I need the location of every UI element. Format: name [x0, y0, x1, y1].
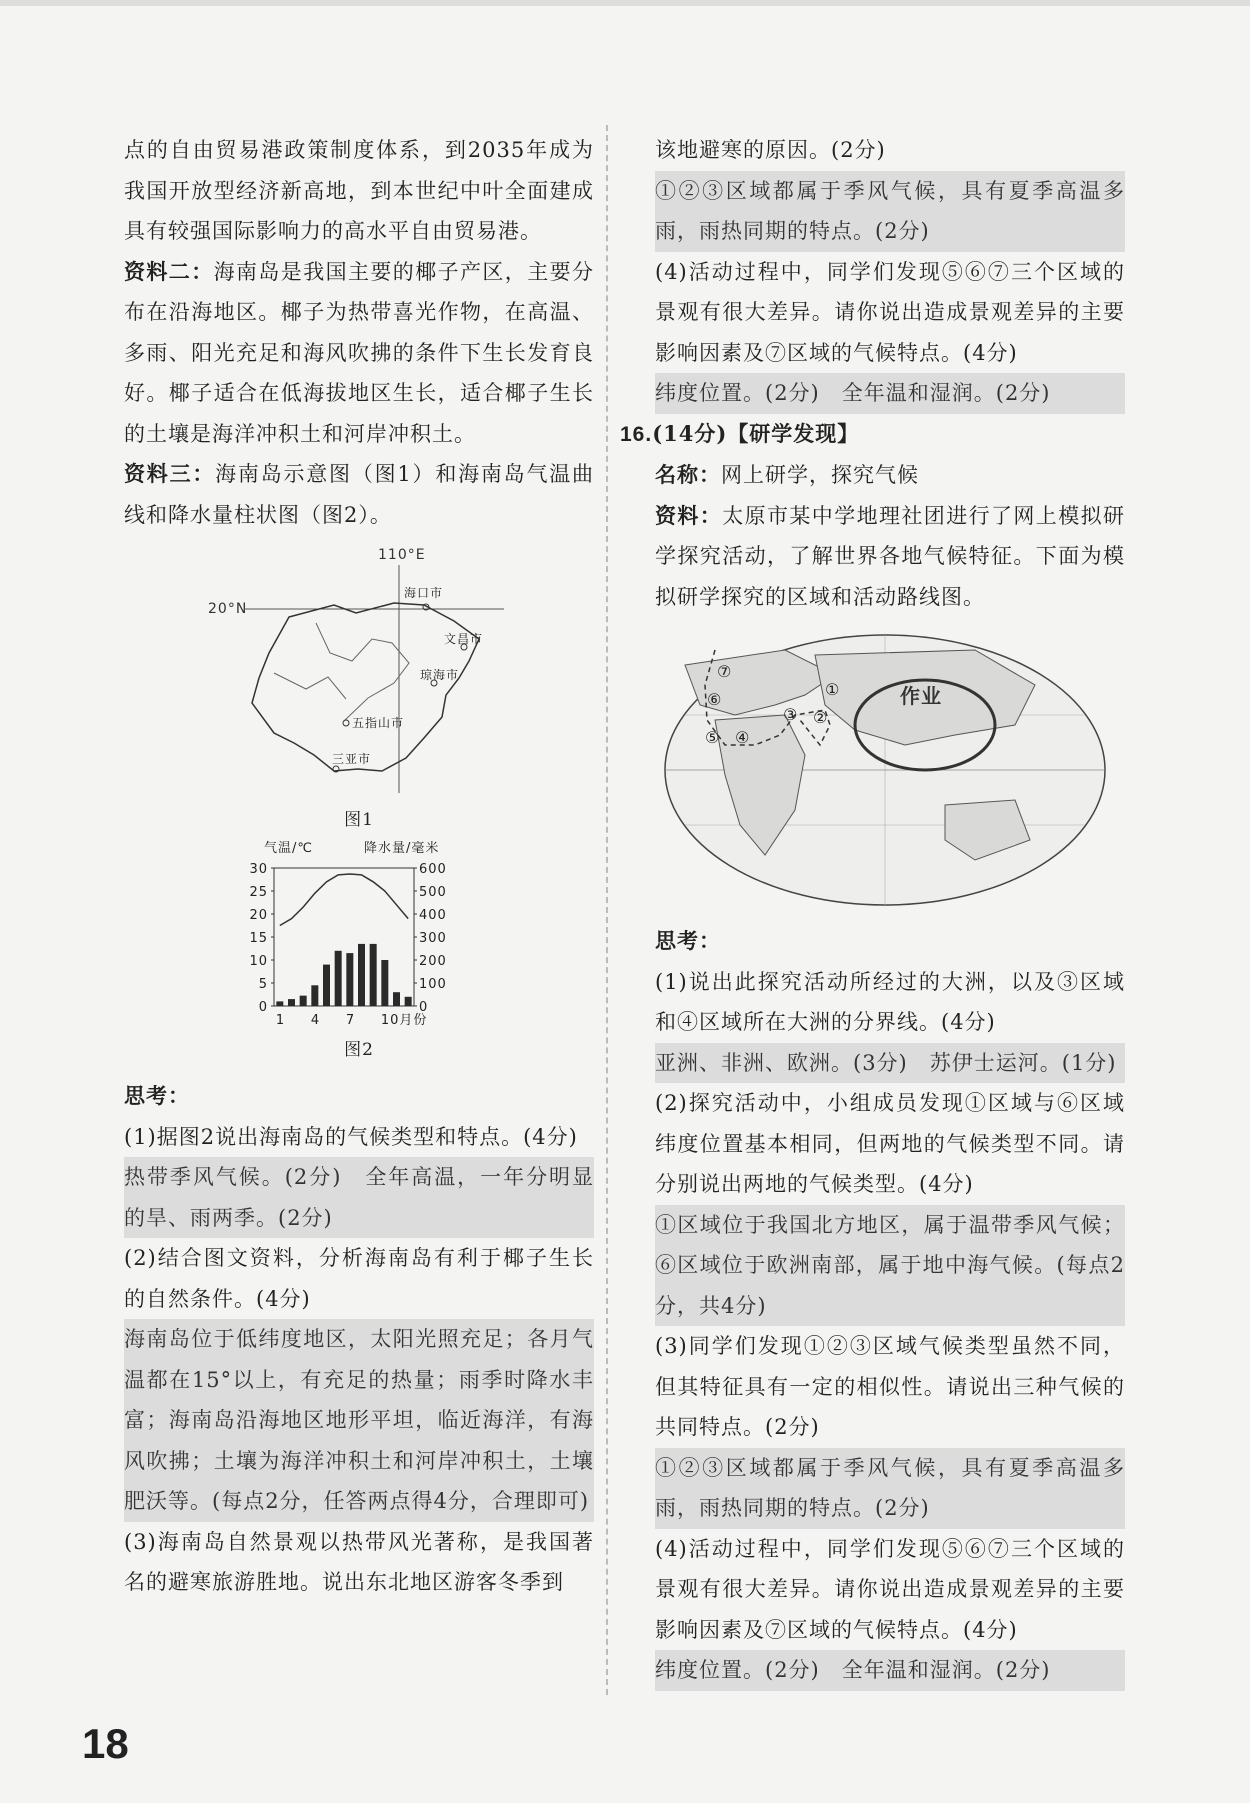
- climate-chart-figure: [124, 838, 594, 1038]
- q16-question-2: (2)探究活动中，小组成员发现①区域与⑥区域纬度位置基本相同，但两地的气候类型不同。请分别说出两地的气候类型。(4分): [655, 1091, 1125, 1196]
- wuzhishan-label: 五指山市: [352, 716, 405, 730]
- activity-material-label: 资料：: [655, 502, 723, 528]
- figure-1-caption: 图1: [344, 810, 374, 830]
- chart-precip-bar: [276, 1001, 283, 1006]
- activity-material-text: 太原市某中学地理社团进行了网上模拟研学探究活动，了解世界各地气候特征。下面为模拟研学探究的区域和活动路线图。: [655, 503, 1126, 609]
- material-two: [124, 252, 594, 455]
- hainan-map-figure: [124, 543, 594, 808]
- chart-precip-bar: [405, 997, 412, 1006]
- chart-plot-frame: [274, 868, 414, 1006]
- q16-answer-1: 亚洲、非洲、欧洲。(3分) 苏伊士运河。(1分): [655, 1043, 1125, 1084]
- right-question-3-cont: 该地避寒的原因。(2分): [655, 138, 886, 162]
- map-label-1: ①: [825, 680, 841, 699]
- question-16-header: [620, 414, 1125, 456]
- chart-precip-bar: [335, 951, 342, 1006]
- q16-answer-2: ①区域位于我国北方地区，属于温带季风气候；⑥区域位于欧洲南部，属于地中海气候。(每点2分，共4分): [655, 1205, 1125, 1327]
- chart-x-tick: 7: [345, 1013, 356, 1028]
- q16-question-1: (1)说出此探究活动所经过的大洲，以及③区域和④区域所在大洲的分界线。(4分): [655, 969, 1125, 1034]
- map-label-5: ⑤: [705, 728, 721, 747]
- wuzhishan-marker: [343, 720, 349, 726]
- chart-precip-tick: 500: [419, 885, 447, 900]
- chart-precip-bar: [358, 944, 365, 1006]
- chart-precip-bar: [288, 999, 295, 1006]
- wenchang-label: 文昌市: [444, 632, 484, 646]
- top-border: [0, 0, 1250, 6]
- chart-temp-tick: 5: [258, 977, 268, 992]
- right-answer-4: 纬度位置。(2分) 全年温和湿润。(2分): [655, 373, 1125, 414]
- material-three: [124, 454, 594, 535]
- chart-x-tick: 4: [310, 1013, 321, 1028]
- left-intro-text: 点的自由贸易港政策制度体系，到2035年成为我国开放型经济新高地，到本世纪中叶全面建成具有较强国际影响力的高水平自由贸易港。: [124, 138, 594, 243]
- q16-question-4: (4)活动过程中，同学们发现⑤⑥⑦三个区域的景观有很大差异。请你说出造成景观差异的主要影响因素及⑦区域的气候特点。(4分): [655, 1536, 1125, 1642]
- chart-precip-bar: [370, 944, 377, 1006]
- chart-x-tick: 1: [275, 1013, 286, 1028]
- left-answer-1: 热带季风气候。(2分) 全年高温，一年分明显的旱、雨两季。(2分): [124, 1157, 594, 1238]
- left-column: [124, 130, 594, 1603]
- chart-precip-bar: [311, 985, 318, 1006]
- left-answer-2: 海南岛位于低纬度地区，太阳光照充足；各月气温都在15°以上，有充足的热量；雨季时降水丰富；海南岛沿海地区地形平坦，临近海洋，有海风吹拂；土壤为海洋冲积土和河岸冲积土，土壤肥沃等。(每点2分，任答两点得4分，合理即可): [124, 1319, 594, 1522]
- chart-temp-tick: 30: [249, 862, 268, 877]
- chart-precip-tick: 0: [419, 1000, 429, 1015]
- qionghai-label: 琼海市: [420, 668, 460, 682]
- figure-2-caption: 图2: [344, 1040, 374, 1060]
- map-label-6: ⑥: [707, 690, 723, 709]
- q16-answer-4: 纬度位置。(2分) 全年温和湿润。(2分): [655, 1650, 1125, 1691]
- question-16-number: 16.: [620, 422, 653, 446]
- haikou-label: 海口市: [404, 586, 444, 600]
- world-route-map: [655, 625, 1125, 915]
- right-column: [620, 130, 1126, 1691]
- chart-precip-bar: [381, 960, 388, 1006]
- chart-temp-axis-label: 气温/℃: [264, 841, 313, 856]
- left-think-label: 思考：: [124, 1083, 190, 1108]
- map-longitude-label: 110°E: [378, 547, 426, 563]
- chart-temp-tick: 20: [249, 908, 268, 923]
- q16-answer-3: ①②③区域都属于季风气候，具有夏季高温多雨，雨热同期的特点。(2分): [655, 1448, 1125, 1529]
- river-line: [316, 623, 409, 721]
- sanya-label: 三亚市: [332, 752, 372, 766]
- page-number: 18: [82, 1720, 129, 1767]
- chart-precip-tick: 100: [419, 977, 447, 992]
- q16-question-3: (3)同学们发现①②③区域气候类型虽然不同，但其特征具有一定的相似性。请说出三种气候的共同特点。(2分): [655, 1334, 1125, 1439]
- material-three-label: 资料三：: [124, 461, 216, 486]
- map-label-4: ④: [735, 728, 751, 747]
- chart-precip-axis-label: 降水量/毫米: [364, 841, 440, 856]
- chart-precip-bar: [323, 965, 330, 1006]
- chart-temp-tick: 15: [249, 931, 268, 946]
- chart-x-tick: 10月份: [380, 1013, 428, 1028]
- chart-precip-bar: [346, 953, 353, 1006]
- left-question-1: (1)据图2说出海南岛的气候类型和特点。(4分): [124, 1124, 578, 1149]
- material-two-label: 资料二：: [124, 258, 214, 284]
- right-question-4: (4)活动过程中，同学们发现⑤⑥⑦三个区域的景观有很大差异。请你说出造成景观差异的主要影响因素及⑦区域的气候特点。(4分): [655, 259, 1125, 365]
- chart-precip-tick: 600: [419, 862, 447, 877]
- right-answer-3: ①②③区域都属于季风气候，具有夏季高温多雨，雨热同期的特点。(2分): [655, 171, 1125, 252]
- column-divider: [606, 125, 608, 1695]
- material-two-text: 海南岛是我国主要的椰子产区，主要分布在沿海地区。椰子为热带喜光作物，在高温、多雨、阳光充足和海风吹拂的条件下生长发育良好。椰子适合在低海拔地区生长，适合椰子生长的土壤是海洋冲积土和河岸冲积土。: [124, 259, 595, 446]
- map-latitude-label: 20°N: [208, 601, 248, 617]
- chart-precip-bar: [300, 996, 307, 1006]
- activity-name-text: 网上研学，探究气候: [721, 463, 919, 487]
- map-stamp-text: 作业: [900, 684, 942, 708]
- activity-material: [655, 496, 1125, 618]
- chart-precip-bar: [393, 992, 400, 1006]
- material-three-text: 海南岛示意图（图1）和海南岛气温曲线和降水量柱状图（图2）。: [124, 462, 595, 527]
- chart-precip-tick: 300: [419, 931, 447, 946]
- chart-precip-tick: 400: [419, 908, 447, 923]
- map-label-3: ③: [783, 705, 799, 724]
- left-question-3: (3)海南岛自然景观以热带风光著称，是我国著名的避寒旅游胜地。说出东北地区游客冬季到: [124, 1529, 594, 1594]
- chart-precip-tick: 200: [419, 954, 447, 969]
- activity-name: [655, 455, 1125, 496]
- chart-temp-tick: 10: [249, 954, 268, 969]
- river-line-2: [274, 673, 346, 699]
- hainan-map: [124, 543, 594, 808]
- hainan-outline: [252, 603, 479, 771]
- chart-temp-tick: 0: [258, 1000, 268, 1015]
- world-route-map-figure: [655, 625, 1125, 915]
- chart-temp-line: [280, 874, 408, 926]
- chart-temp-tick: 25: [249, 885, 268, 900]
- activity-name-label: 名称：: [655, 462, 721, 487]
- left-question-2: (2)结合图文资料，分析海南岛有利于椰子生长的自然条件。(4分): [124, 1246, 594, 1311]
- climate-chart: [124, 838, 594, 1038]
- map-label-7: ⑦: [717, 662, 733, 681]
- map-label-2: ②: [813, 708, 829, 727]
- question-16-title: (14分)【研学发现】: [652, 420, 860, 446]
- right-think-label: 思考：: [655, 928, 721, 953]
